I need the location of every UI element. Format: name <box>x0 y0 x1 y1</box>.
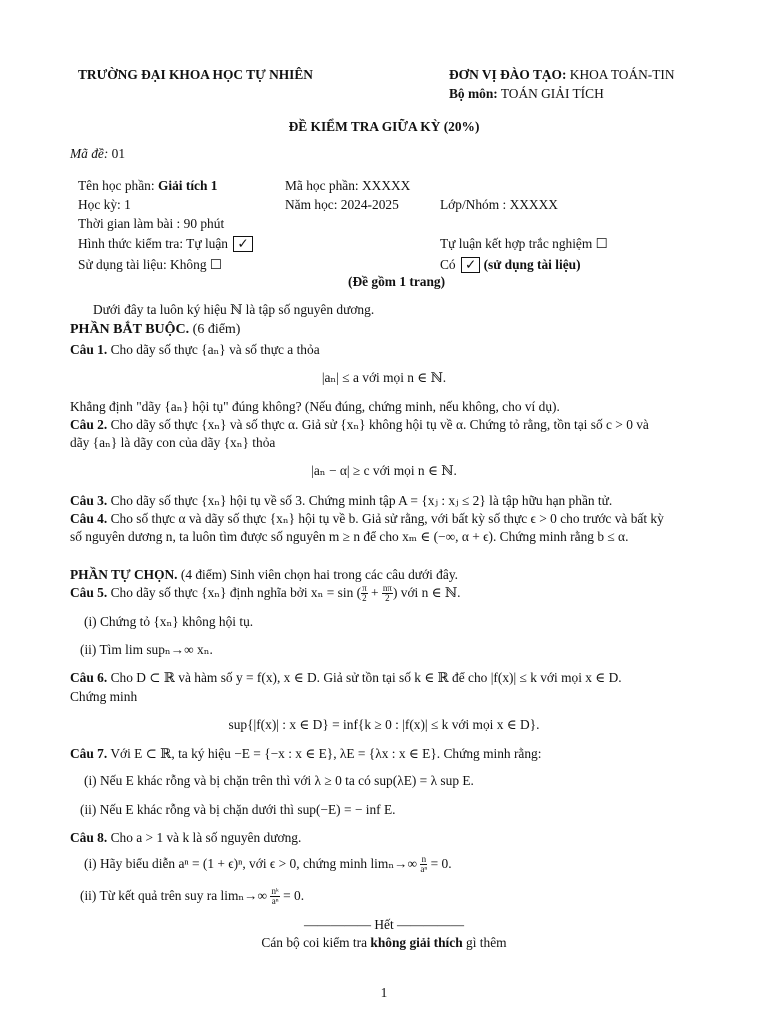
materials-yes: Có ✓ (sử dụng tài liệu) <box>440 257 581 272</box>
fraction: $\frac{\pi}{2}$ <box>362 583 367 604</box>
question-5-i: (i) Chứng tỏ {xₙ} không hội tụ. <box>84 614 254 629</box>
question-8: Câu 8. Cho a > 1 và k là số nguyên dương. <box>70 830 302 845</box>
department: Bộ môn: TOÁN GIẢI TÍCH <box>449 86 604 101</box>
question-2: Câu 2. Cho dãy số thực {xₙ} và số thực α. Giả sử {xₙ} không hội tụ về α. Chứng tỏ rằng, tồn tại số c > 0 và <box>70 417 649 432</box>
question-1: Câu 1. Cho dãy số thực {aₙ} và số thực a thỏa <box>70 342 320 357</box>
exam-title: ĐỀ KIỂM TRA GIỮA KỲ (20%) <box>288 119 480 134</box>
exam-format-alt: Tự luận kết hợp trắc nghiệm ☐ <box>440 236 608 251</box>
question-8-ii: (ii) Từ kết quả trên suy ra limₙ→∞ $\frac{\text{nᵏ}}{\text{aⁿ}}$ = 0. <box>80 886 305 907</box>
question-6-cont: Chứng minh <box>70 689 138 704</box>
question-6: Câu 6. Cho D ⊂ ℝ và hàm số y = f(x), x ∈ D. Giả sử tồn tại số k ∈ ℝ để cho |f(x)| ≤ k với mọi x ∈ D. <box>70 670 622 685</box>
page-number: 1 <box>380 985 388 1000</box>
exam-code: Mã đề: 01 <box>70 146 126 161</box>
intro-note: Dưới đây ta luôn ký hiệu ℕ là tập số nguyên dương. <box>93 302 375 317</box>
checkbox-checked-icon: ✓ <box>461 257 480 273</box>
fraction: $\frac{n\pi}{2}$ <box>382 583 392 604</box>
semester: Học kỳ: 1 <box>78 197 131 212</box>
part1-heading: PHẦN BẮT BUỘC. (6 điểm) <box>70 322 241 337</box>
question-5: Câu 5. Cho dãy số thực {xₙ} định nghĩa bởi xₙ = sin ( $\frac{\pi}{2}$ + $\frac{n\pi}{2}$ ) với n ∈ ℕ. <box>70 583 461 604</box>
question-5-ii: (ii) Tìm lim supₙ→∞ xₙ. <box>80 642 213 657</box>
fraction: $\frac{\text{nᵏ}}{\text{aⁿ}}$ <box>271 886 279 907</box>
question-4-cont: số nguyên dương n, ta luôn tìm được số nguyên m ≥ n để cho xₘ ∈ (−∞, α + ϵ). Chứng minh rằng b ≤ α. <box>70 529 629 544</box>
part2-heading: PHẦN TỰ CHỌN. (4 điểm) Sinh viên chọn hai trong các câu dưới đây. <box>70 567 458 582</box>
university-name: TRƯỜNG ĐẠI KHOA HỌC TỰ NHIÊN <box>78 67 313 82</box>
question-8-i: (i) Hãy biểu diễn aⁿ = (1 + ϵ)ⁿ, với ϵ > 0, chứng minh limₙ→∞ $\frac{n}{\text{aⁿ}}$ = 0. <box>84 854 452 875</box>
question-2-cont: dãy {aₙ} là dãy con của dãy {xₙ} thỏa <box>70 435 276 450</box>
end-marker: ————— Hết ————— <box>304 917 464 932</box>
duration: Thời gian làm bài : 90 phút <box>78 216 225 231</box>
course-code: Mã học phần: XXXXX <box>285 178 411 193</box>
course-name: Tên học phần: Giải tích 1 <box>78 178 218 193</box>
training-unit: ĐƠN VỊ ĐÀO TẠO: KHOA TOÁN-TIN <box>449 67 675 82</box>
fraction: $\frac{n}{\text{aⁿ}}$ <box>420 854 428 875</box>
exam-format: Hình thức kiểm tra: Tự luận ✓ <box>78 235 253 253</box>
question-6-formula: sup{|f(x)| : x ∈ D} = inf{k ≥ 0 : |f(x)| ≤ k với mọi x ∈ D}. <box>228 717 540 732</box>
proctor-note: Cán bộ coi kiểm tra không giải thích gì thêm <box>261 935 507 950</box>
question-7-i: (i) Nếu E khác rỗng và bị chặn trên thì với λ ≥ 0 ta có sup(λE) = λ sup E. <box>84 773 474 788</box>
question-3: Câu 3. Cho dãy số thực {xₙ} hội tụ về số 3. Chứng minh tập A = {xⱼ : xⱼ ≤ 2} là tập hữu hạn phần tử. <box>70 493 613 508</box>
academic-year: Năm học: 2024-2025 <box>285 197 399 212</box>
question-1-claim: Khẳng định "dãy {aₙ} hội tụ" đúng không? (Nếu đúng, chứng minh, nếu không, cho ví dụ). <box>70 399 560 414</box>
question-1-formula: |aₙ| ≤ a với mọi n ∈ ℕ. <box>321 370 447 385</box>
checkbox-checked-icon: ✓ <box>233 236 252 252</box>
page-count-note: (Đề gồm 1 trang) <box>348 274 446 289</box>
question-2-formula: |aₙ − α| ≥ c với mọi n ∈ ℕ. <box>311 463 457 478</box>
class-group: Lớp/Nhóm : XXXXX <box>440 197 558 212</box>
question-7-ii: (ii) Nếu E khác rỗng và bị chặn dưới thì sup(−E) = − inf E. <box>80 802 396 817</box>
question-7: Câu 7. Với E ⊂ ℝ, ta ký hiệu −E = {−x : x ∈ E}, λE = {λx : x ∈ E}. Chứng minh rằng: <box>70 746 542 761</box>
question-4: Câu 4. Cho số thực α và dãy số thực {xₙ} hội tụ về b. Giả sử rằng, với bất kỳ số thực ϵ > 0 cho trước và bất kỳ <box>70 511 664 526</box>
materials-no: Sử dụng tài liệu: Không ☐ <box>78 257 222 272</box>
